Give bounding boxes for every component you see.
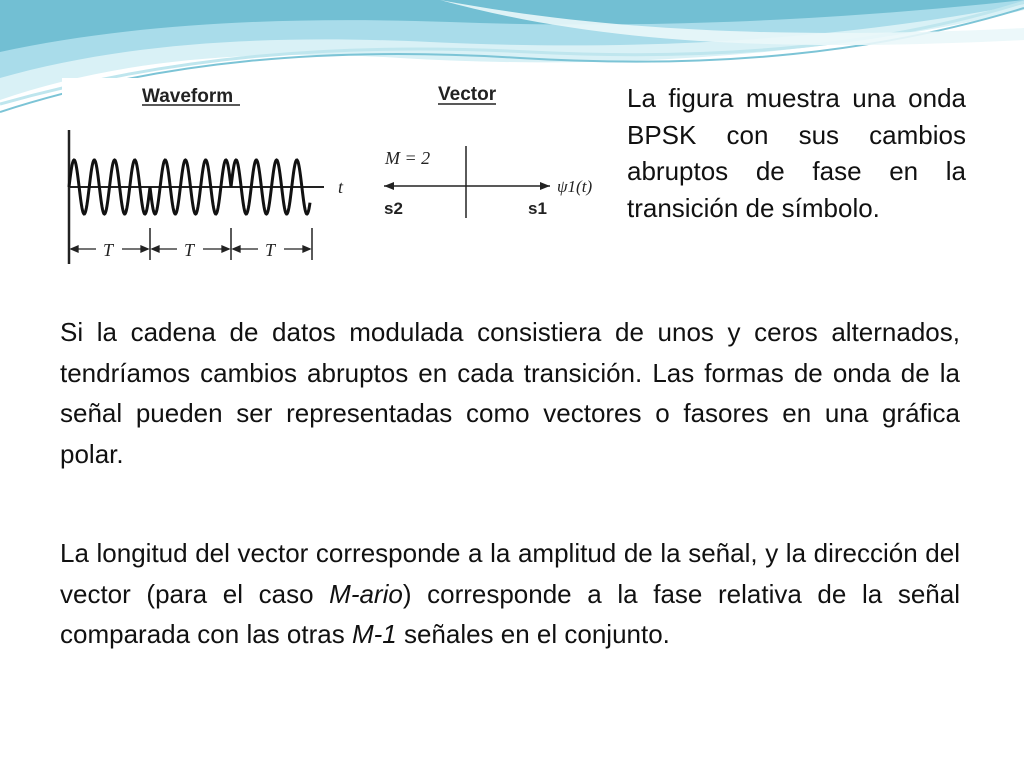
s2-arrowhead: [384, 182, 394, 190]
figure-caption: La figura muestra una onda BPSK con sus cambios abruptos de fase en la transición de símbolo.: [627, 83, 966, 223]
paragraph-vector-length: [60, 533, 960, 655]
m-label: M = 2: [385, 148, 431, 168]
m-ario-term: M-ario: [329, 578, 403, 609]
period-label-3: T: [265, 240, 276, 260]
s1-label: s1: [528, 199, 547, 218]
bpsk-figure: [62, 78, 610, 266]
s2-label: s2: [384, 199, 403, 218]
paragraph-alternating-data: Si la cadena de datos modulada consistiera de unos y ceros alternados, tendríamos cambios abruptos en cada transición. Las formas de onda de la señal pueden ser representadas como vectores o fasores en una gráfica polar.: [60, 317, 960, 469]
bpsk-figure-svg: [62, 78, 610, 266]
vector-label: Vector: [438, 84, 497, 105]
period-label-1: T: [103, 240, 114, 260]
psi-label: ψ1(t): [557, 177, 593, 196]
paragraph-text-part: La longitud del vector corresponde a la amplitud de la señal, y la dirección del vector (para el caso: [60, 538, 960, 609]
waveform-label: Waveform: [142, 86, 234, 107]
paragraph-text-part: ) corresponde a la fase relativa de la señal comparada con las otras: [60, 578, 960, 649]
period-label-2: T: [184, 240, 195, 260]
s1-arrowhead: [540, 182, 550, 190]
paragraph-text-part: señales en el conjunto.: [396, 619, 670, 649]
m-minus-one-term: M-1: [351, 619, 397, 649]
time-axis-label: t: [338, 177, 344, 197]
